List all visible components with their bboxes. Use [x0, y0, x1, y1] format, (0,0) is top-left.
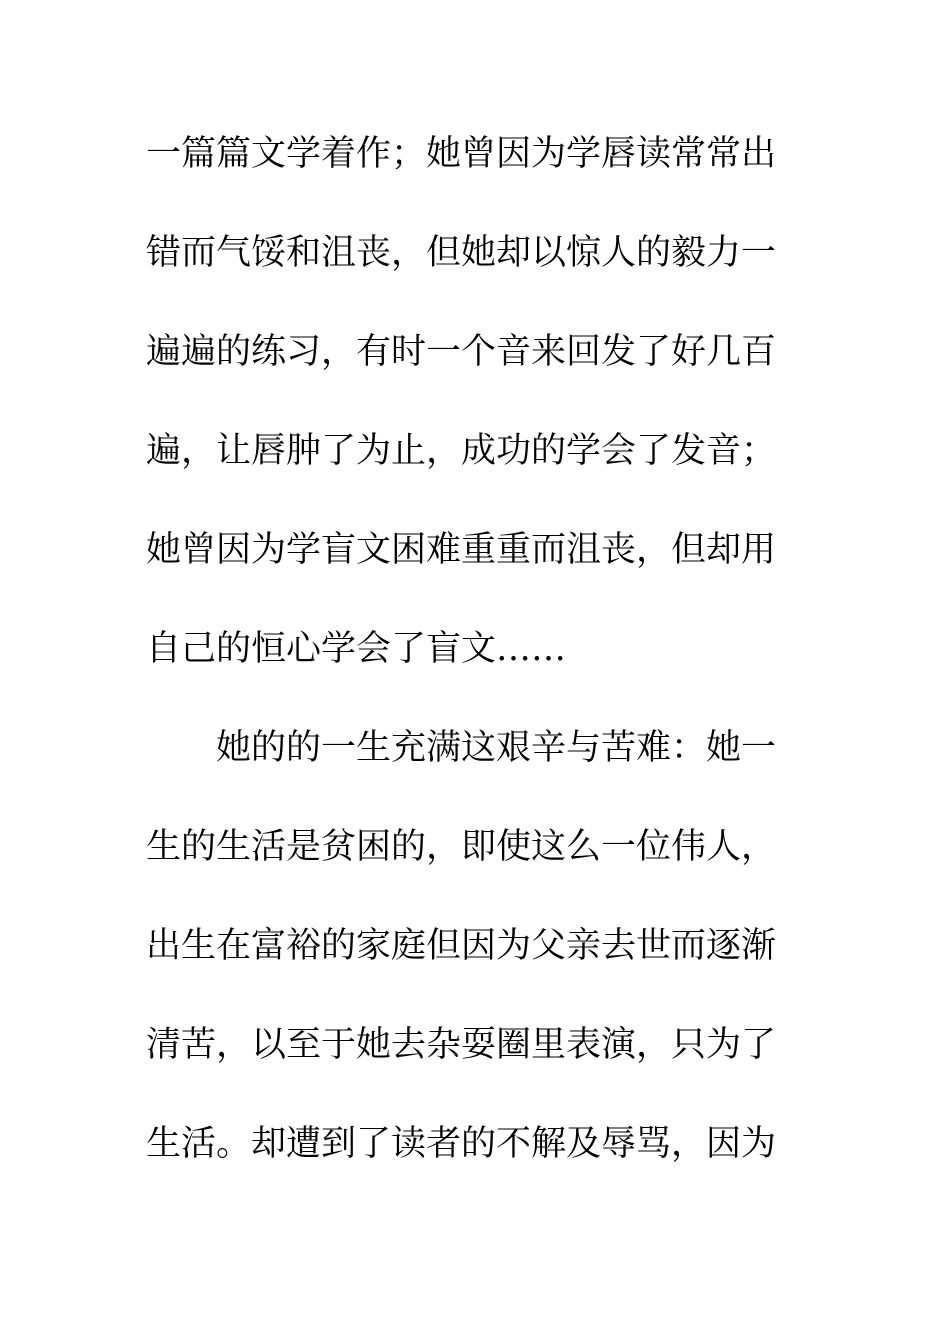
paragraph-start-line: 她的的一生充满这艰辛与苦难：她一 [216, 728, 777, 768]
text-line-1: 一篇篇文学着作；她曾因为学唇读常常出 [146, 134, 777, 174]
text-line-10: 清苦，以至于她去杂耍圈里表演，只为了 [146, 1025, 777, 1065]
text-line-8: 生的生活是贫困的，即使这么一位伟人， [146, 827, 777, 867]
text-line-4: 遍，让唇肿了为止，成功的学会了发音； [146, 431, 777, 471]
text-line-9: 出生在富裕的家庭但因为父亲去世而逐渐 [146, 926, 777, 966]
text-line-5: 她曾因为学盲文困难重重而沮丧，但却用 [146, 530, 777, 570]
text-line-2: 错而气馁和沮丧，但她却以惊人的毅力一 [146, 233, 777, 273]
text-line-11: 生活。却遭到了读者的不解及辱骂，因为 [146, 1124, 777, 1164]
text-line-6: 自己的恒心学会了盲文…… [146, 629, 567, 669]
text-line-3: 遍遍的练习，有时一个音来回发了好几百 [146, 332, 777, 372]
